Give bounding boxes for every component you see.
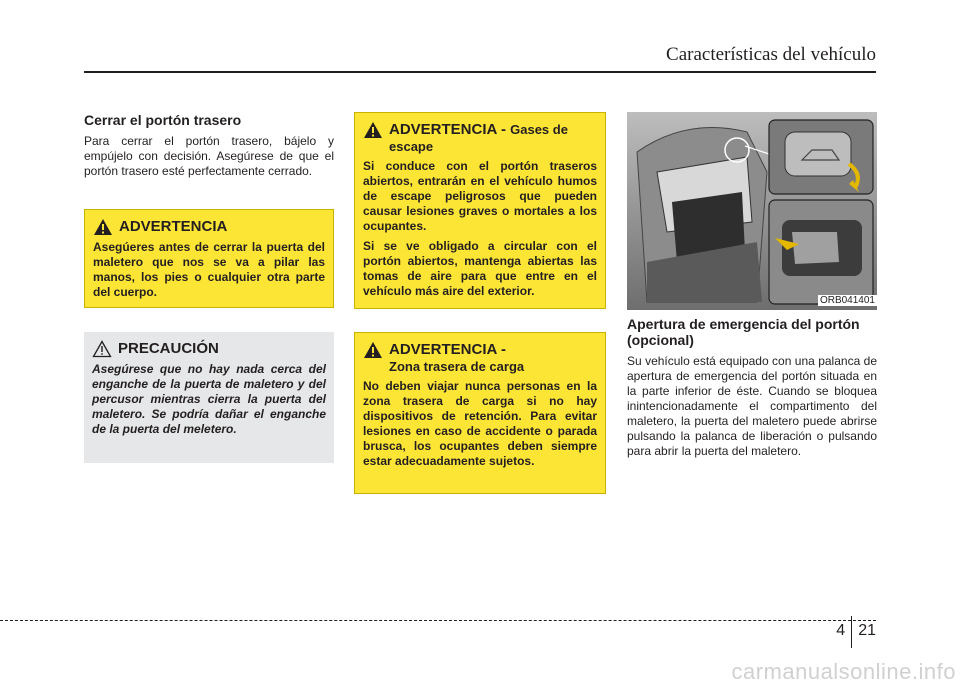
caution-triangle-icon [92,340,112,358]
footer-dashed-rule [0,620,876,621]
figure-code: ORB041401 [819,295,875,306]
cargo-warning-title: ADVERTENCIA - Zona trasera de carga [389,341,525,374]
warning-triangle-icon [363,341,383,359]
section-title-emergency-release: Apertura de emergencia del portón (opcional) [627,316,860,348]
warning-box-close [84,209,334,308]
tailgate-illustration [627,112,877,310]
page-number-value: 21 [858,622,876,639]
chapter-number: 4 [836,622,846,639]
cargo-warning-text: No deben viajar nunca personas en la zona trasera de carga si no hay dispositivos de retención. Para evitar lesiones en caso de accidente o parada brusca, los ocupantes deben siempre estar adecuadamente sujetos. [363,379,597,468]
left-column [84,112,334,179]
caution-title: PRECAUCIÓN [118,340,219,357]
tailgate-figure [627,112,877,310]
warning-box-cargo [354,332,606,494]
page-number [836,622,876,648]
warning-title: ADVERTENCIA [119,218,228,235]
warning-triangle-icon [93,218,113,236]
header-rule [84,71,876,73]
warning-text: Asegúeres antes de cerrar la puerta del maletero que nos se va a pilar las manos, los pies o cualquier otra parte del cuerpo. [93,240,325,299]
emergency-release-paragraph: Su vehículo está equipado con una palanca de apertura de emergencia del portón situada en la parte inferior de éste. Cuando se bloquea inintencionadamente el compartimento del maletero, la puerta del maletero puede abrirse pulsando la palanca de liberación o pulsando para abrir la puerta del maletero. [627,354,877,458]
right-column-text [627,316,877,459]
exhaust-warning-text-1: Si conduce con el portón traseros abiertos, entrarán en el vehículo humos de escape peligrosos que pueden causar lesiones graves o mortales a los ocupantes. [363,159,597,233]
page-header-title: Características del vehículo [666,44,876,65]
watermark: carmanualsonline.info [731,659,956,684]
warning-box-exhaust [354,112,606,309]
close-tailgate-paragraph: Para cerrar el portón trasero, bájelo y empújelo con decisión. Asegúrese de que el portón trasero esté perfectamente cerrado. [84,134,334,178]
exhaust-warning-text-2: Si se ve obligado a circular con el portón abiertos, mantenga abiertas las tomas de aire para que entre en el vehículo más aire del exterior. [363,239,597,298]
warning-triangle-icon [363,121,383,139]
caution-text: Asegúrese que no hay nada cerca del enganche de la puerta de maletero y del percusor mientras cierra la puerta del maletero. Se podría dañar el enganche de la puerta del meletero. [92,362,326,436]
caution-box [84,332,334,463]
section-title-close-tailgate: Cerrar el portón trasero [84,112,242,128]
exhaust-warning-title: ADVERTENCIA - Gases de escape [389,121,568,154]
